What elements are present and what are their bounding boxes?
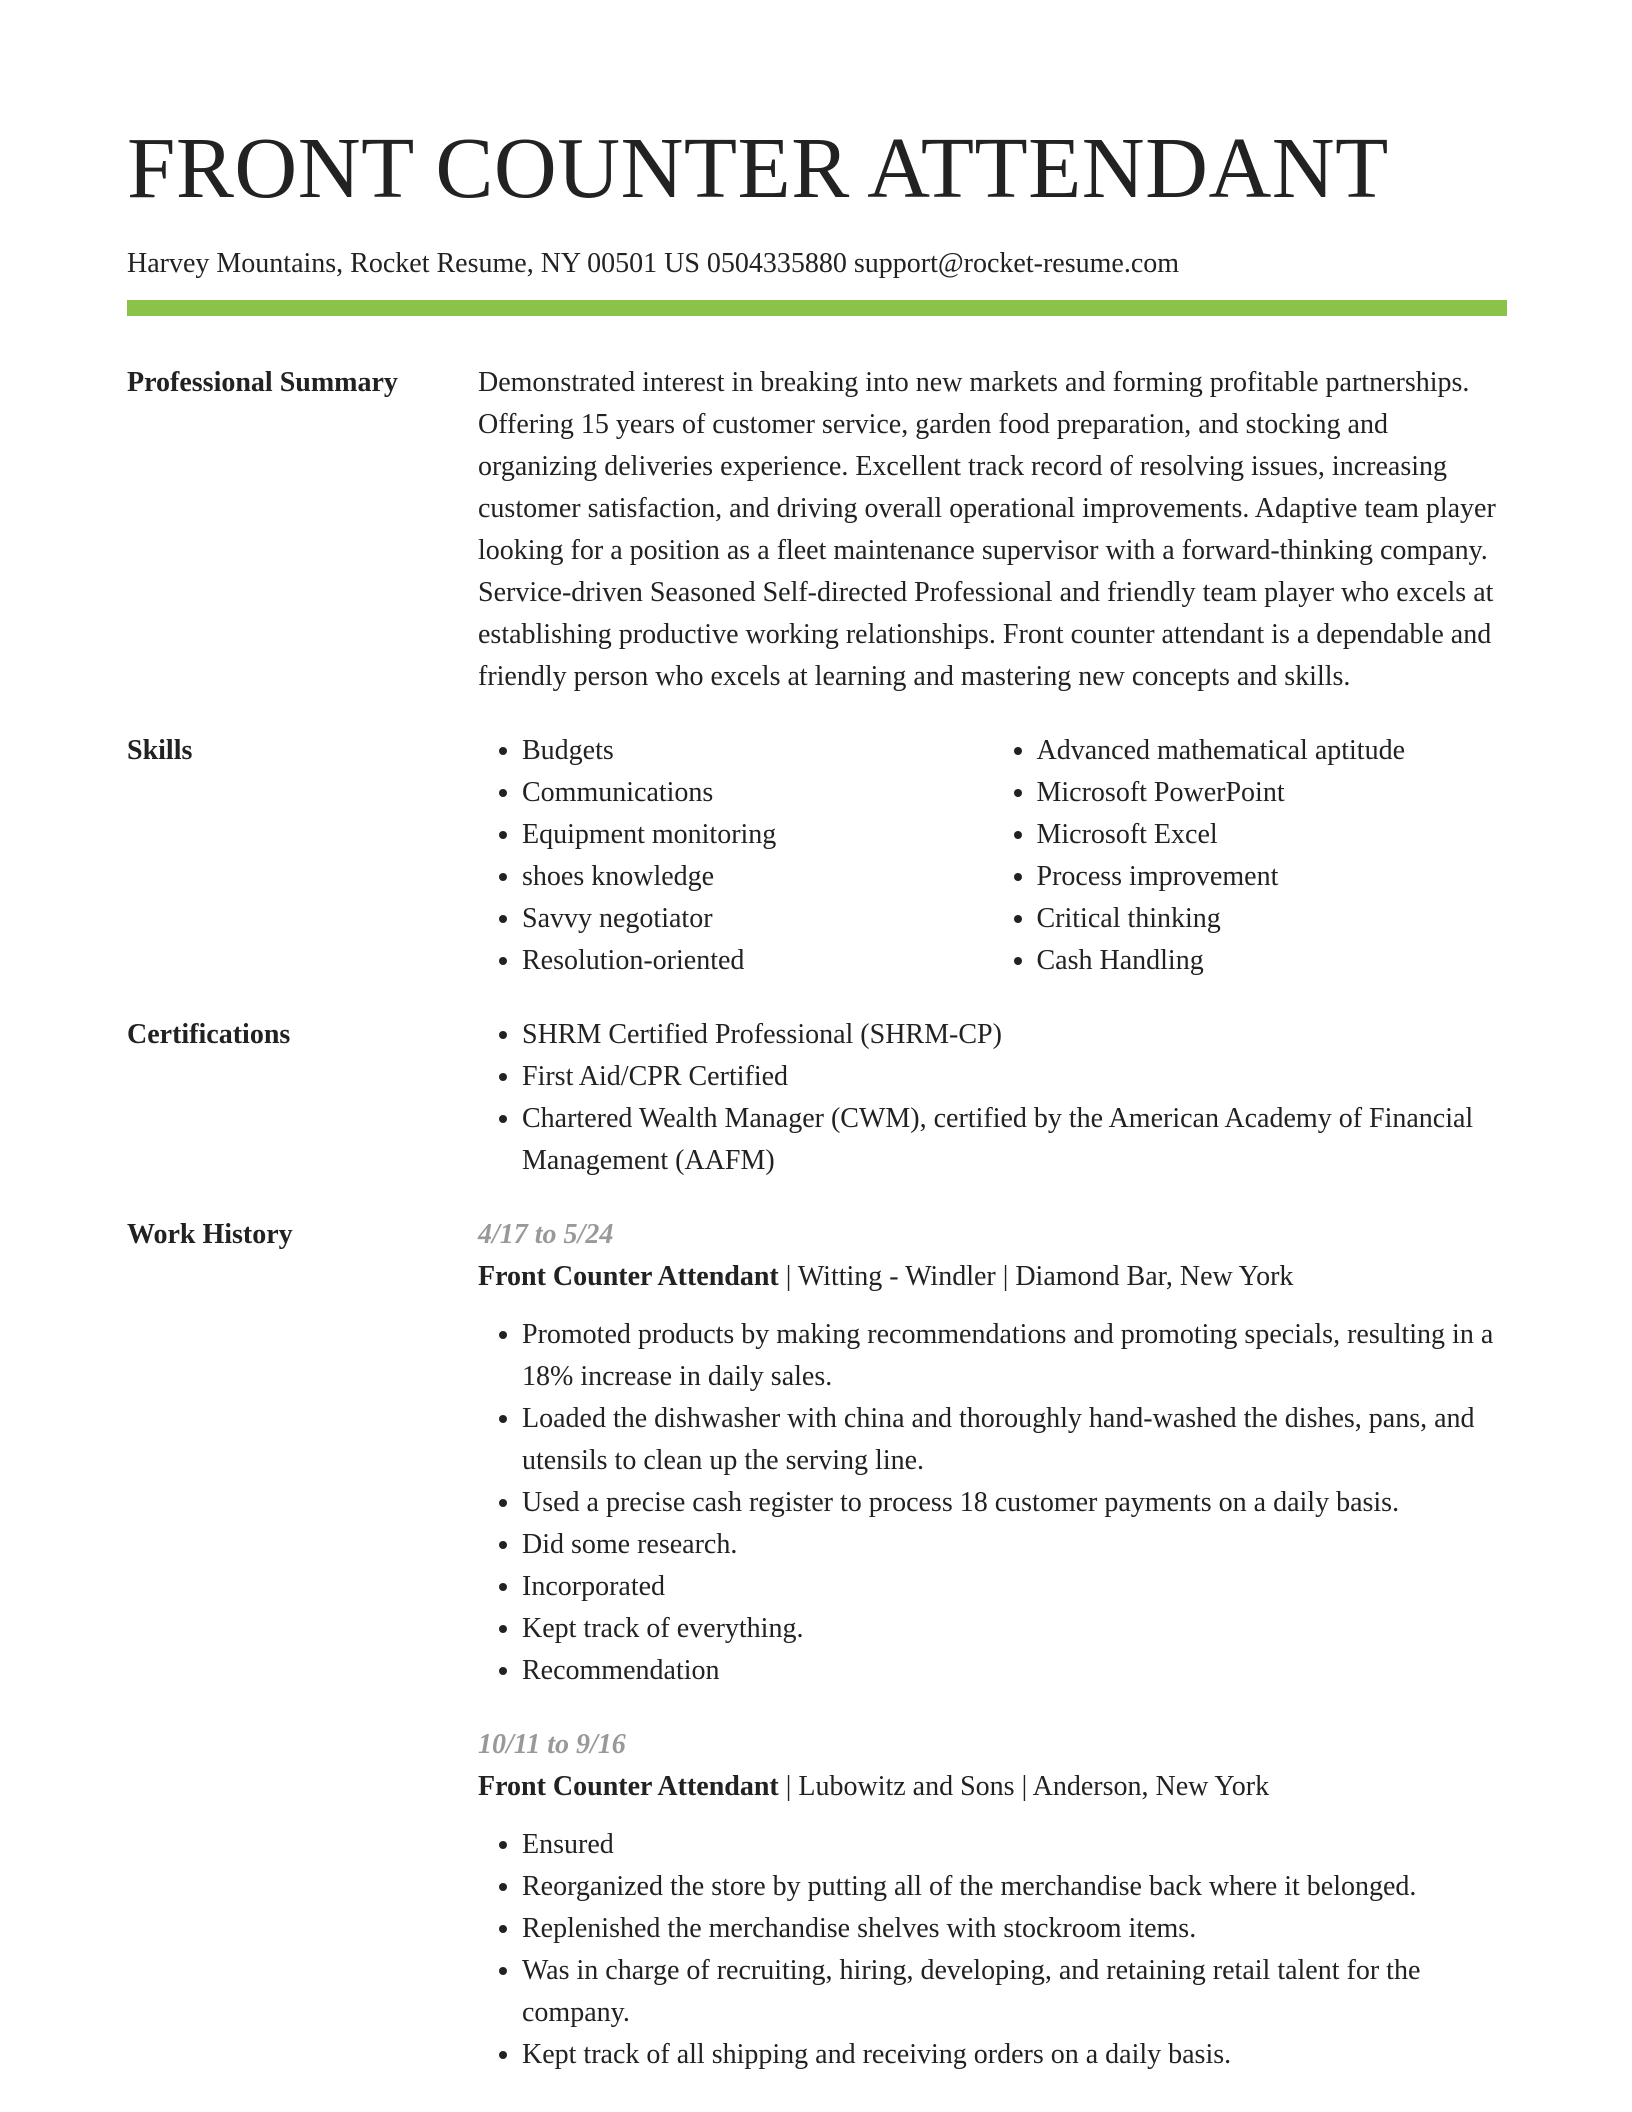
list-item: • Replenished the merchandise shelves with stockroom items. <box>522 1908 1507 1950</box>
list-item: • Equipment monitoring <box>522 814 993 856</box>
list-item: • Promoted products by making recommendations and promoting specials, resulting in a 18% increase in daily sales. <box>522 1314 1507 1398</box>
job-title: Front Counter Attendant <box>478 1261 779 1292</box>
list-item: • SHRM Certified Professional (SHRM-CP) <box>522 1014 1507 1056</box>
summary-text: Demonstrated interest in breaking into new markets and forming profitable partnerships. Offering 15 years of customer service, garden food preparation, and stocking and organizing deliveries experience. Excellent track record of resolving issues, increasing customer satisfaction, and driving overall operational improvements. Adaptive team player looking for a position as a fleet maintenance supervisor with a forward-thinking company. Service-driven Seasoned Self-directed Professional and friendly team player who excels at establishing productive working relationships. Front counter attendant is a dependable and friendly person who excels at learning and mastering new concepts and skills. <box>478 367 1496 692</box>
job-title: Front Counter Attendant <box>478 1771 779 1802</box>
professional-summary-section <box>127 362 1507 698</box>
list-item: • Ensured <box>522 1824 1507 1866</box>
work-history-section <box>127 1214 1507 2076</box>
list-item: • Microsoft PowerPoint <box>1037 772 1508 814</box>
job-heading <box>478 1766 1507 1808</box>
list-item: • Critical thinking <box>1037 898 1508 940</box>
job-duties-list <box>478 1824 1507 2076</box>
list-item: • Did some research. <box>522 1524 1507 1566</box>
header-divider <box>127 300 1507 316</box>
certifications-list <box>478 1014 1507 1182</box>
contact-info: Harvey Mountains, Rocket Resume, NY 00501 US 0504335880 support@rocket-resume.com <box>127 248 1180 279</box>
resume-header <box>127 118 1507 316</box>
skills-section <box>127 730 1507 982</box>
job-details: | Lubowitz and Sons | Anderson, New York <box>778 1771 1270 1802</box>
section-label-skills: Skills <box>127 735 193 766</box>
list-item: • Resolution-oriented <box>522 940 993 982</box>
job-heading <box>478 1256 1507 1298</box>
list-item: • Reorganized the store by putting all of the merchandise back where it belonged. <box>522 1866 1507 1908</box>
job-dates: 4/17 to 5/24 <box>478 1219 614 1250</box>
summary-body <box>478 362 1507 698</box>
skills-body <box>478 730 1507 982</box>
list-item: • Used a precise cash register to process 18 customer payments on a daily basis. <box>522 1482 1507 1524</box>
skills-list-left <box>478 730 993 982</box>
list-item: • shoes knowledge <box>522 856 993 898</box>
list-item: • Savvy negotiator <box>522 898 993 940</box>
job-entry <box>478 1724 1507 2076</box>
certifications-body <box>478 1014 1507 1182</box>
list-item: • Was in charge of recruiting, hiring, developing, and retaining retail talent for the company. <box>522 1950 1507 2034</box>
list-item: • Advanced mathematical aptitude <box>1037 730 1508 772</box>
section-label-work-history: Work History <box>127 1219 293 1250</box>
list-item: • Communications <box>522 772 993 814</box>
section-label-summary: Professional Summary <box>127 367 398 398</box>
job-dates: 10/11 to 9/16 <box>478 1729 626 1760</box>
skills-list-right <box>993 730 1508 982</box>
candidate-name: FRONT COUNTER ATTENDANT <box>127 119 1389 216</box>
work-history-body <box>478 1214 1507 2076</box>
job-details: | Witting - Windler | Diamond Bar, New York <box>778 1261 1294 1292</box>
list-item: • Incorporated <box>522 1566 1507 1608</box>
job-entry <box>478 1214 1507 1692</box>
list-item: • Kept track of everything. <box>522 1608 1507 1650</box>
list-item: • Budgets <box>522 730 993 772</box>
section-label-certifications: Certifications <box>127 1019 291 1050</box>
certifications-section <box>127 1014 1507 1182</box>
list-item: • Loaded the dishwasher with china and thoroughly hand-washed the dishes, pans, and utensils to clean up the serving line. <box>522 1398 1507 1482</box>
list-item: • First Aid/CPR Certified <box>522 1056 1507 1098</box>
list-item: • Chartered Wealth Manager (CWM), certified by the American Academy of Financial Management (AAFM) <box>522 1098 1507 1182</box>
list-item: • Kept track of all shipping and receiving orders on a daily basis. <box>522 2034 1507 2076</box>
list-item: • Recommendation <box>522 1650 1507 1692</box>
list-item: • Process improvement <box>1037 856 1508 898</box>
job-duties-list <box>478 1314 1507 1692</box>
list-item: • Cash Handling <box>1037 940 1508 982</box>
list-item: • Microsoft Excel <box>1037 814 1508 856</box>
